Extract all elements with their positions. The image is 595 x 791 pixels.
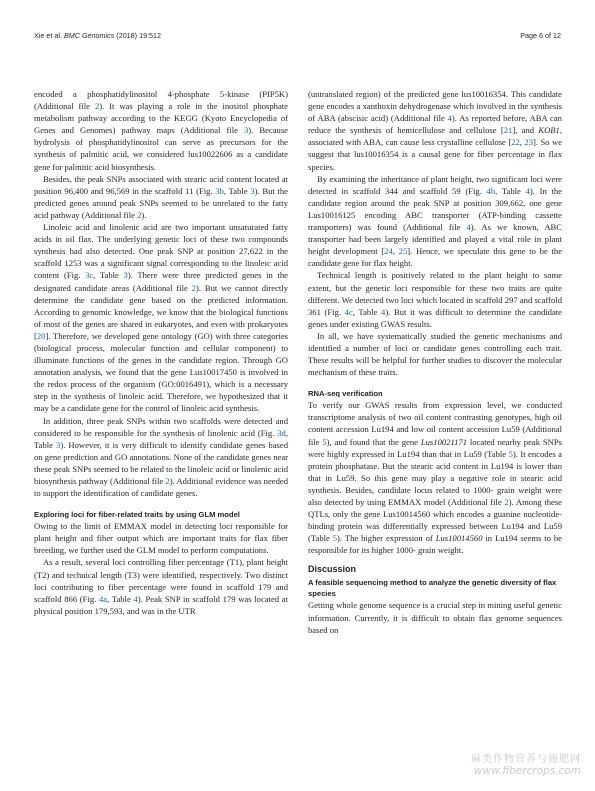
italic-term: KOB1 (538, 125, 560, 136)
citation-link[interactable]: 5 (322, 436, 327, 447)
citation-link[interactable]: 3 (250, 185, 255, 196)
paragraph: In addition, three peak SNPs within two scaffolds were detected and considered to be responsible for the synthesis of linolenic acid (Fig. 3d, Table 3). However, it is very difficult to identify candidate genes based on gene prediction and GO annotations. None of the candidate genes near these peak SNPs seemed to be related to the linoleic acid or linolenic acid biosynthesis pathway (Additional file 2). Additional evidence was needed to support the identification of candidate genes. (34, 415, 288, 499)
left-column (34, 88, 288, 617)
italic-term: Lus10021171 (420, 436, 468, 447)
citation-link[interactable]: 23 (524, 137, 533, 148)
citation-link[interactable]: 4a (98, 593, 108, 604)
paragraph: In all, we have systematically studied the genetic mechanisms and identified a number of loci or candidate genes controlling each trait. These results will be helpful for further studies to discover the molecular mechanism of these traits. (308, 330, 562, 378)
citation-link[interactable]: 4 (133, 593, 138, 604)
citation-link[interactable]: 2 (165, 476, 170, 486)
citation-link[interactable]: 3 (243, 125, 249, 136)
citation-link[interactable]: 4b (486, 185, 496, 196)
subsection-heading-sequencing: A feasible sequencing method to analyze the genetic diversity of flax species (308, 578, 557, 599)
citation-link[interactable]: 4 (381, 306, 386, 317)
italic-term: Lus10014560 (435, 533, 483, 544)
citation-link[interactable]: 5 (332, 533, 338, 544)
paragraph: Linoleic acid and linolenic acid are two important unsaturated fatty acids in oil flax. The underlying genetic loci of these two compounds synthesis had also detected. One peak SNP at position 27,622 in the scaffold 1253 was a significant signal corresponding to the linoleic acid content (Fig. 3c, Table 3). There were three predicted genes in the designated candidate areas (Additional file 2). But we cannot directly determine the candidate gene based on the predicted information. According to genomic knowledge, we know that the biological functions of most of the genes are shared in eukaryotes, and even with prokaryotes [20]. Therefore, we developed gene ontology (GO) with three categories (biological process, molecular function and cellular component) to illuminate functions of the genes in the candidate region. Through GO annotation analysis, we found that the gene Lus10017450 is involved in the redox process of the organism (GO:0016491), which is a necessary step in the synthesis of linoleic acid. Therefore, we hypothesized that it may be a candidate gene for the control of linoleic acid synthesis. (34, 222, 288, 414)
running-header (34, 31, 161, 40)
citation-link[interactable]: 2 (94, 101, 100, 112)
citation-link[interactable]: 3d (277, 427, 286, 438)
watermark-chinese-text: 麻类作物营养与施肥网 (471, 754, 581, 765)
header-citation: (2018) 19:512 (116, 31, 162, 40)
paragraph: Technical length is positively related to the plant height to some extent, but the genetic loci responsible for these two traits are quite different. We detected two loci which located in scaffold 297 and scaffold 361 (Fig. 4c, Table 4). But it was difficult to determine the candidate genes under existing GWAS results. (308, 270, 562, 329)
citation-link[interactable]: 4 (466, 222, 471, 233)
citation-link[interactable]: 3 (123, 270, 128, 281)
paragraph: Getting whole genome sequence is a crucial step in mining useful genetic information. Currently, it is difficult to obtain flax genome sequences based on (308, 600, 562, 635)
watermark (471, 750, 581, 777)
header-authors: Xie et al. (34, 31, 62, 40)
citation-link[interactable]: 22 (511, 137, 520, 148)
citation-link[interactable]: 21 (503, 125, 513, 136)
citation-link[interactable]: 2 (504, 497, 509, 507)
citation-link[interactable]: 3c (85, 270, 94, 281)
page-number: Page 6 of 12 (520, 31, 561, 40)
paragraph: To verify our GWAS results from expression level, we conducted transcriptome analysis of two oil content contrasting genotypes, high oil content accession Lu194 and low oil content accession Lu59 (Additional file 5), and found that the gene Lus10021171 located nearby peak SNPs were highly expressed in Lu194 than that in Lu59 (Table 5). It encodes a protein phosphatase. But the stearic acid content in Lu194 is lower than that in Lu59. So this gene may play a negative role in stearic acid synthesis. Besides, candidate locus related to 1000- grain weight were also detected by using EMMAX model (Additional file 2). Among these QTLs, only the gene Lus10014560 which encodes a guanine nucleotide-binding protein was differentially expressed between Lu194 and Lu59 (Table 5). The higher expression of Lus10014560 in Lu194 seems to be responsible for its higher 1000- grain weight. (308, 400, 562, 556)
citation-link[interactable]: 3 (56, 439, 61, 450)
citation-link[interactable]: 4 (447, 113, 452, 124)
section-heading-rnaseq: RNA-seq verification (308, 389, 383, 399)
paragraph: As a result, several loci controlling fiber percentage (T1), plant height (T2) and technical length (T3) were identified, respectively. Two distinct loci contributing to fiber percentage were found in scaffold 179 and scaffold 866 (Fig. 4a, Table 4). Peak SNP in scaffold 179 was located at physical position 179,593, and was in the UTR (34, 557, 288, 616)
citation-link[interactable]: 2 (137, 209, 142, 220)
section-heading-discussion: Discussion (308, 564, 357, 575)
paragraph: By examining the inheritance of plant height, two significant loci were detected in scaffold 344 and scaffold 59 (Fig. 4b, Table 4). In the candidate region around the peak SNP at position 309,662, one gene Lus10016125 encoding ABC transporter (ATP-binding cassette transporters) was found (Additional file 4). As we known, ABC transporter had been largely identified and played a vital role in plant height development [24, 25]. Hence, we speculate this gene to be the candidate gene for flax height. (308, 173, 563, 269)
citation-link[interactable]: 20 (36, 330, 46, 341)
citation-link[interactable]: 24 (384, 246, 393, 257)
citation-link[interactable]: 3b (215, 185, 224, 196)
watermark-url: www.fibercrops.com (473, 765, 581, 777)
paragraph: Besides, the peak SNPs associated with stearic acid content located at position 96,400 and 96,569 in the scaffold 11 (Fig. 3b, Table 3). But the predicted genes around peak SNPs seemed to be unrelated to the fatty acid pathway (Additional file 2). (34, 173, 288, 220)
citation-link[interactable]: 4 (525, 185, 530, 196)
paragraph: (untranslated region) of the predicted gene lus10016354. This candidate gene encodes a xanthoxin dehydrogenase which involved in the synthesis of ABA (abscisic acid) (Additional file 4). As reported before, ABA can reduce the synthesis of hemicellulose and cellulose [21], and KOB1, associated with ABA, can cause less crystalline cellulose [22, 23]. So we suggest that lus10016354 is a causal gene for fiber percentage in flax species. (308, 89, 563, 172)
citation-link[interactable]: 5 (508, 448, 513, 459)
header-journal: BMC Genomics (63, 31, 115, 40)
paragraph: Owing to the limit of EMMAX model in detecting loci responsible for plant height and fiber output which are important traits for flax fiber breeding, we further used the GLM model to perform computations. (34, 521, 288, 556)
right-column (308, 88, 562, 636)
section-heading-glm: Exploring loci for fiber-related traits by using GLM model (34, 510, 240, 520)
citation-link[interactable]: 25 (398, 246, 408, 257)
citation-link[interactable]: 2 (191, 282, 196, 293)
paragraph: encoded a phosphatidylinositol 4-phosphate 5-kinase (PIP5K) (Additional file 2). It was playing a role in the inositol phosphate metabolism pathway according to the KEGG (Kyoto Encyclopedia of Genes and Genomes) pathway maps (Additional file 3). Because hydrolysis of phosphatidylinositol can serve as precursors for the synthesis of palmitic acid, we considered lus10022606 as a candidate gene for palmitic acid biosynthesis. (34, 89, 288, 172)
citation-link[interactable]: 4c (344, 306, 353, 317)
